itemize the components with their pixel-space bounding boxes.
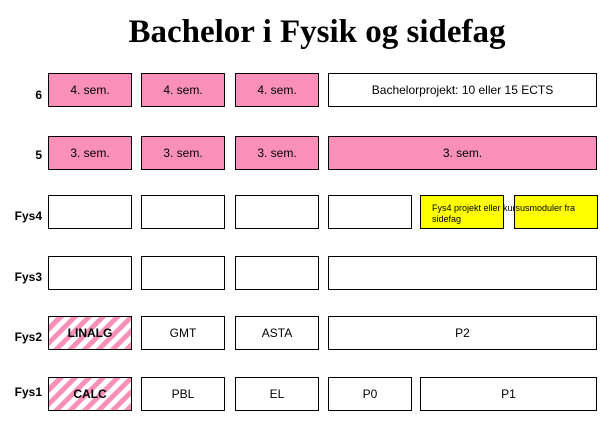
gmt-course: GMT xyxy=(141,316,225,350)
row5-module-4: 3. sem. xyxy=(328,136,597,170)
fys3-module-1 xyxy=(48,256,132,290)
row-label-fys2: Fys2 xyxy=(14,330,42,344)
fys3-module-3 xyxy=(235,256,319,290)
row-label-5: 5 xyxy=(35,148,42,162)
row-label-6: 6 xyxy=(35,88,42,102)
fys4-module-2 xyxy=(141,195,225,229)
fys3-module-4 xyxy=(328,256,597,290)
linalg-course: LINALG xyxy=(48,316,132,350)
fys4-module-1 xyxy=(48,195,132,229)
fys4-module-4 xyxy=(328,195,412,229)
asta-course: ASTA xyxy=(235,316,319,350)
p1-project: P1 xyxy=(420,377,597,411)
row5-module-3: 3. sem. xyxy=(235,136,319,170)
bachelor-project: Bachelorprojekt: 10 eller 15 ECTS xyxy=(328,73,597,107)
row-label-fys3: Fys3 xyxy=(14,270,42,284)
row-label-fys1: Fys1 xyxy=(14,385,42,399)
page-title: Bachelor i Fysik og sidefag xyxy=(128,14,506,50)
row5-module-2: 3. sem. xyxy=(141,136,225,170)
fys4-project-text: Fys4 projekt eller kursusmoduler fra sidefag xyxy=(432,203,576,224)
row6-module-1: 4. sem. xyxy=(48,73,132,107)
p0-project: P0 xyxy=(328,377,412,411)
calc-course: CALC xyxy=(48,377,132,411)
p2-project: P2 xyxy=(328,316,597,350)
row-label-fys4: Fys4 xyxy=(14,209,42,223)
fys3-module-2 xyxy=(141,256,225,290)
row5-module-1: 3. sem. xyxy=(48,136,132,170)
pbl-course: PBL xyxy=(141,377,225,411)
row6-module-2: 4. sem. xyxy=(141,73,225,107)
el-course: EL xyxy=(235,377,319,411)
fys4-module-3 xyxy=(235,195,319,229)
row6-module-3: 4. sem. xyxy=(235,73,319,107)
